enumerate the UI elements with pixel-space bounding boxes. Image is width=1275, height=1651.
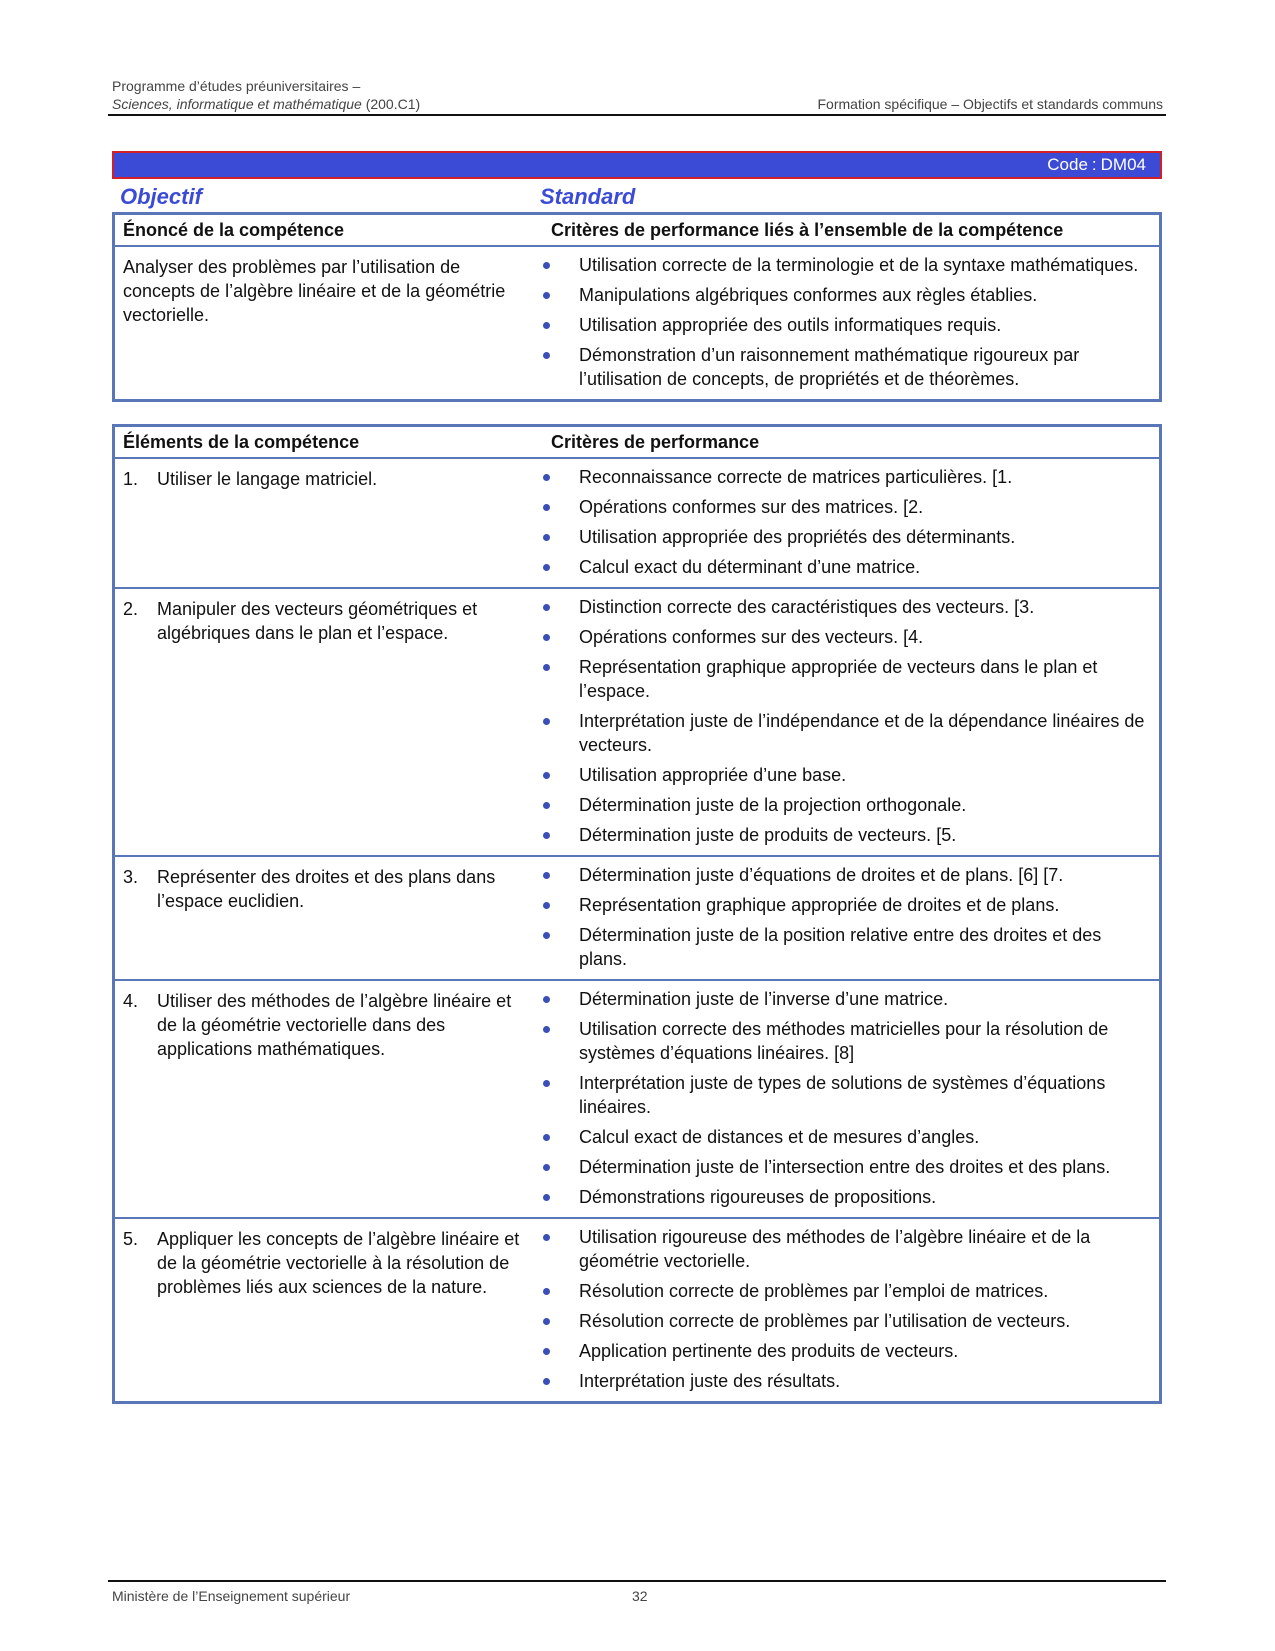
critere-text: Interprétation juste de l’indépendance et de la dépendance linéaires de vecteurs.: [579, 711, 1145, 755]
header-program-name: [112, 96, 420, 112]
list-item: [543, 283, 1149, 307]
list-item: [543, 1279, 1149, 1303]
code-separator: :: [1091, 155, 1097, 174]
elements-col-header: Éléments de la compétence: [123, 431, 360, 452]
element-text: Utiliser des méthodes de l’algèbre linéaire et de la géométrie vectorielle dans des applications mathématiques.: [157, 991, 512, 1059]
bullet-icon: [543, 555, 579, 579]
critere-text: Utilisation appropriée des propriétés des déterminants.: [579, 527, 1016, 547]
bullet-icon: [543, 495, 579, 519]
list-item: [543, 655, 1149, 703]
code-value: DM04: [1100, 155, 1146, 174]
critere-text: Détermination juste de produits de vecteurs. [5.: [579, 825, 957, 845]
bullet-icon: [543, 1017, 579, 1065]
bullet-icon: [543, 1279, 579, 1303]
list-item: [543, 923, 1149, 971]
critere-text: Opérations conformes sur des vecteurs. [4.: [579, 627, 924, 647]
criteres-list: [543, 987, 1149, 1209]
critere-text: Calcul exact du déterminant d’une matrice.: [579, 557, 921, 577]
bullet-icon: [543, 1225, 579, 1273]
critere-text: Utilisation appropriée des outils informatiques requis.: [579, 315, 1002, 335]
criteres-list: [543, 1225, 1149, 1393]
list-item: [543, 595, 1149, 619]
bullet-icon: [543, 1369, 579, 1393]
critere-text: Résolution correcte de problèmes par l’utilisation de vecteurs.: [579, 1311, 1071, 1331]
list-item: [543, 1369, 1149, 1393]
bullet-icon: [543, 253, 579, 277]
critere-text: Opérations conformes sur des matrices. [2.: [579, 497, 924, 517]
bullet-icon: [543, 863, 579, 887]
list-item: [543, 763, 1149, 787]
list-item: [543, 343, 1149, 391]
critere-text: Résolution correcte de problèmes par l’emploi de matrices.: [579, 1281, 1049, 1301]
list-item: [543, 1071, 1149, 1119]
critere-text: Application pertinente des produits de vecteurs.: [579, 1341, 959, 1361]
criteres-list: [543, 863, 1149, 971]
element-row-5: [115, 1219, 1159, 1401]
footer-ministry: Ministère de l’Enseignement supérieur: [112, 1588, 351, 1604]
criteres-ensemble-col-header: Critères de performance liés à l’ensemble de la compétence: [551, 219, 1064, 240]
page-number: 32: [632, 1588, 648, 1604]
bullet-icon: [543, 283, 579, 307]
critere-text: Distinction correcte des caractéristiques des vecteurs. [3.: [579, 597, 1035, 617]
critere-text: Détermination juste de la projection orthogonale.: [579, 795, 967, 815]
element-number: 3.: [123, 867, 139, 887]
header-program-italic: Sciences, informatique et mathématique: [112, 96, 362, 112]
critere-text: Détermination juste de l’intersection entre des droites et des plans.: [579, 1157, 1111, 1177]
critere-text: Représentation graphique appropriée de vecteurs dans le plan et l’espace.: [579, 657, 1098, 701]
enonce-row: [115, 247, 1159, 399]
critere-text: Détermination juste de l’inverse d’une matrice.: [579, 989, 949, 1009]
list-item: [543, 525, 1149, 549]
critere-text: Utilisation correcte de la terminologie et de la syntaxe mathématiques.: [579, 255, 1139, 275]
bullet-icon: [543, 655, 579, 703]
code-bar: [112, 151, 1162, 179]
list-item: [543, 1309, 1149, 1333]
list-item: [543, 1225, 1149, 1273]
bullet-icon: [543, 1339, 579, 1363]
bullet-icon: [543, 595, 579, 619]
enonce-table-header: [115, 215, 1159, 247]
element-number: 5.: [123, 1229, 139, 1249]
bullet-icon: [543, 823, 579, 847]
critere-text: Détermination juste d’équations de droites et de plans. [6] [7.: [579, 865, 1064, 885]
critere-text: Utilisation correcte des méthodes matricielles pour la résolution de systèmes d’équations linéaires. [8]: [579, 1019, 1109, 1063]
element-number: 4.: [123, 991, 139, 1011]
bullet-icon: [543, 793, 579, 817]
bullet-icon: [543, 525, 579, 549]
list-item: [543, 1155, 1149, 1179]
list-item: [543, 625, 1149, 649]
list-item: [543, 987, 1149, 1011]
bullet-icon: [543, 1309, 579, 1333]
critere-text: Détermination juste de la position relative entre des droites et des plans.: [579, 925, 1102, 969]
criteres-list: [543, 465, 1149, 579]
list-item: [543, 1339, 1149, 1363]
critere-text: Interprétation juste de types de solutions de systèmes d’équations linéaires.: [579, 1073, 1106, 1117]
code-label: Code: [1047, 155, 1088, 174]
element-text: Utiliser le langage matriciel.: [157, 469, 378, 489]
list-item: [543, 893, 1149, 917]
bullet-icon: [543, 1155, 579, 1179]
element-text: Représenter des droites et des plans dans l’espace euclidien.: [157, 867, 496, 911]
header-rule: [108, 114, 1166, 116]
standard-heading: Standard: [540, 184, 636, 209]
element-row-2: [115, 589, 1159, 857]
bullet-icon: [543, 1185, 579, 1209]
list-item: [543, 709, 1149, 757]
element-text: Manipuler des vecteurs géométriques et algébriques dans le plan et l’espace.: [157, 599, 478, 643]
element-row-1: [115, 459, 1159, 589]
bullet-icon: [543, 763, 579, 787]
bullet-icon: [543, 343, 579, 391]
list-item: [543, 495, 1149, 519]
list-item: [543, 1125, 1149, 1149]
elements-table: [112, 424, 1162, 1404]
list-item: [543, 313, 1149, 337]
bullet-icon: [543, 893, 579, 917]
list-item: [543, 1185, 1149, 1209]
critere-text: Démonstrations rigoureuses de propositions.: [579, 1187, 937, 1207]
critere-text: Représentation graphique appropriée de droites et de plans.: [579, 895, 1060, 915]
critere-text: Utilisation appropriée d’une base.: [579, 765, 847, 785]
bullet-icon: [543, 923, 579, 971]
footer-rule: [108, 1580, 1166, 1582]
bullet-icon: [543, 465, 579, 489]
element-text: Appliquer les concepts de l’algèbre linéaire et de la géométrie vectorielle à la résolution de problèmes liés aux sciences de la nature.: [157, 1229, 520, 1297]
list-item: [543, 863, 1149, 887]
critere-text: Utilisation rigoureuse des méthodes de l’algèbre linéaire et de la géométrie vectorielle.: [579, 1227, 1091, 1271]
elements-table-header: [115, 427, 1159, 459]
bullet-icon: [543, 625, 579, 649]
list-item: [543, 253, 1149, 277]
list-item: [543, 793, 1149, 817]
bullet-icon: [543, 1125, 579, 1149]
enonce-table: [112, 212, 1162, 402]
bullet-icon: [543, 987, 579, 1011]
criteres-list: [543, 595, 1149, 847]
bullet-icon: [543, 1071, 579, 1119]
enonce-col-header: Énoncé de la compétence: [123, 219, 345, 240]
element-row-4: [115, 981, 1159, 1219]
element-row-3: [115, 857, 1159, 981]
critere-text: Manipulations algébriques conformes aux règles établies.: [579, 285, 1038, 305]
header-program-code: (200.C1): [361, 96, 421, 112]
enonce-text: Analyser des problèmes par l’utilisation de concepts de l’algèbre linéaire et de la géométrie vectorielle.: [123, 257, 506, 325]
list-item: [543, 1017, 1149, 1065]
list-item: [543, 555, 1149, 579]
header-section-title: Formation spécifique – Objectifs et standards communs: [817, 96, 1163, 112]
list-item: [543, 823, 1149, 847]
element-number: 1.: [123, 469, 139, 489]
critere-text: Calcul exact de distances et de mesures d’angles.: [579, 1127, 980, 1147]
element-number: 2.: [123, 599, 139, 619]
header-program-line: Programme d’études préuniversitaires –: [112, 78, 361, 94]
criteres-col-header: Critères de performance: [551, 431, 760, 452]
critere-text: Interprétation juste des résultats.: [579, 1371, 841, 1391]
list-item: [543, 465, 1149, 489]
criteres-ensemble-list: [543, 253, 1149, 391]
bullet-icon: [543, 313, 579, 337]
critere-text: Démonstration d’un raisonnement mathématique rigoureux par l’utilisation de concepts, de propriétés et de théorèmes.: [579, 345, 1080, 389]
critere-text: Reconnaissance correcte de matrices particulières. [1.: [579, 467, 1013, 487]
objectif-heading: Objectif: [120, 184, 202, 209]
bullet-icon: [543, 709, 579, 757]
